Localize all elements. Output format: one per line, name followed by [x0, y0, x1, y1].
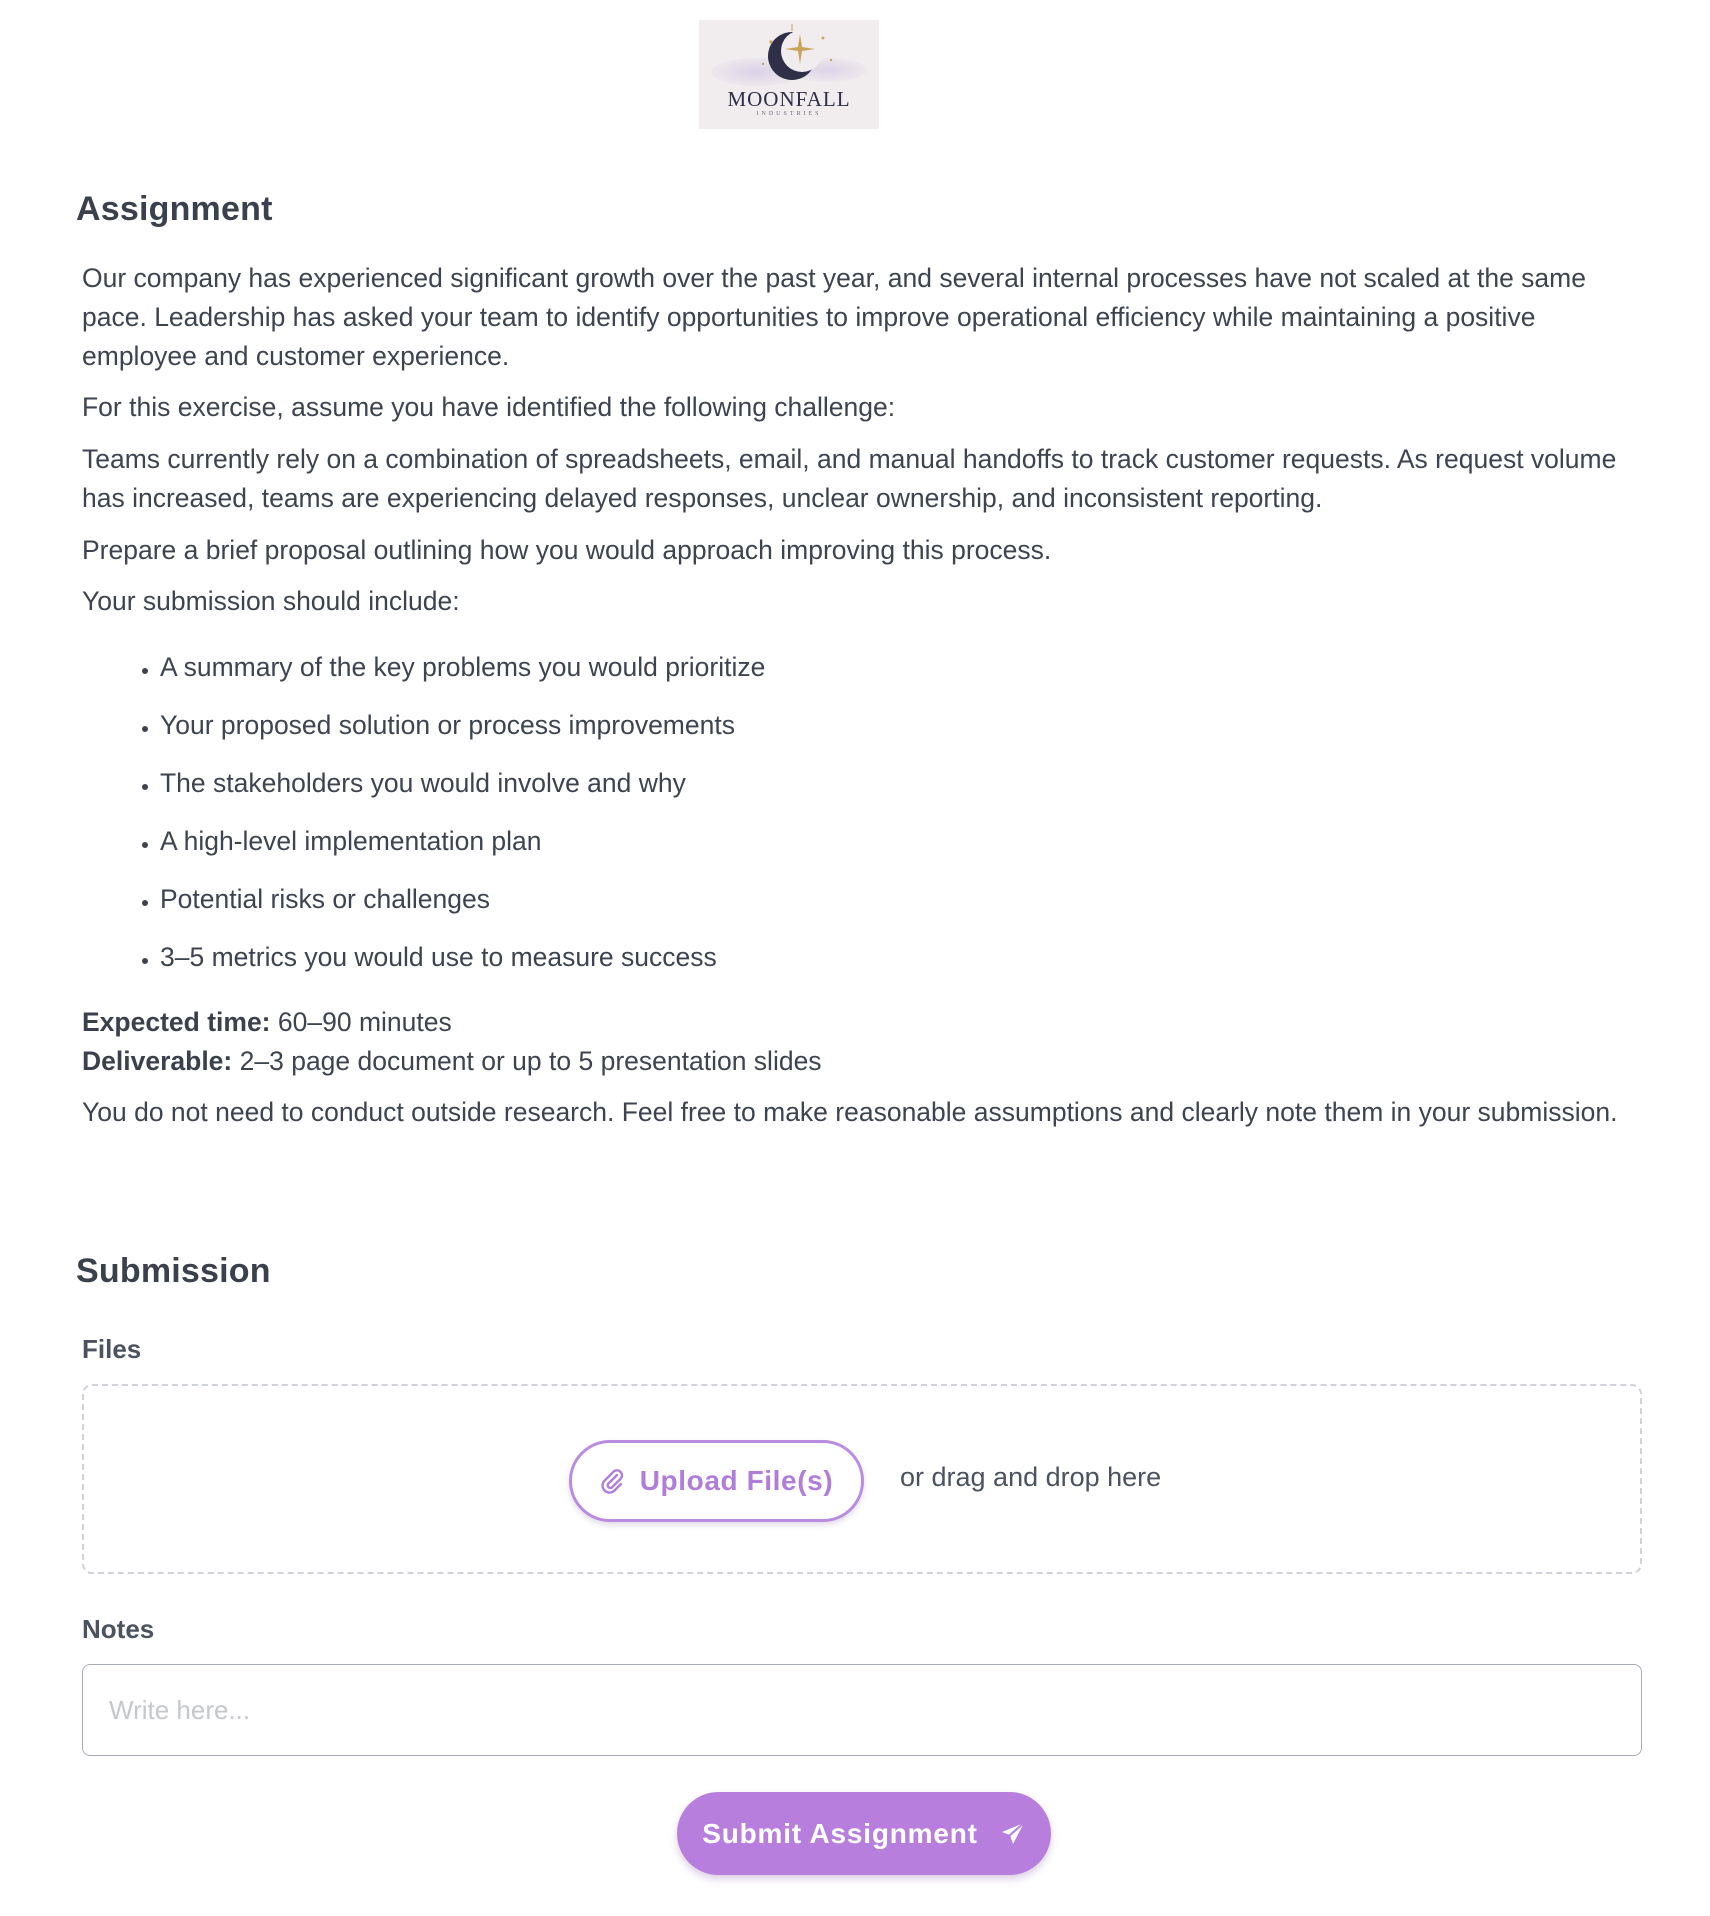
- deliverable-value: 2–3 page document or up to 5 presentation slides: [239, 1046, 822, 1076]
- deliverable-row: [82, 1042, 822, 1081]
- list-item: • A summary of the key problems you would prioritize: [160, 644, 765, 702]
- assignment-exercise: For this exercise, assume you have identified the following challenge:: [82, 392, 896, 422]
- assignment-prepare: Prepare a brief proposal outlining how you would approach improving this process.: [82, 535, 1052, 565]
- list-item: • A high-level implementation plan: [160, 818, 765, 876]
- notes-input[interactable]: [82, 1664, 1642, 1756]
- submit-assignment-label: Submit Assignment: [702, 1817, 978, 1849]
- submission-heading: Submission: [76, 1252, 271, 1290]
- list-item: • Potential risks or challenges: [160, 876, 765, 934]
- notes-label: Notes: [82, 1614, 155, 1644]
- submit-assignment-button[interactable]: [677, 1792, 1051, 1875]
- list-item: • The stakeholders you would involve and why: [160, 760, 765, 818]
- assignment-include-intro: Your submission should include:: [82, 586, 460, 616]
- assignment-note: You do not need to conduct outside research. Feel free to make reasonable assumptions and clearly note them in your submission.: [82, 1097, 1618, 1127]
- requirements-list: [82, 644, 765, 992]
- list-item: • 3–5 metrics you would use to measure success: [160, 934, 765, 992]
- assignment-challenge: Teams currently rely on a combination of spreadsheets, email, and manual handoffs to track customer requests. As request volume has increased, teams are experiencing delayed responses, unclear ownership, and inconsistent reporting.: [82, 444, 1617, 513]
- list-item: • Your proposed solution or process improvements: [160, 702, 765, 760]
- drag-drop-hint: or drag and drop here: [900, 1462, 1162, 1492]
- assignment-heading: Assignment: [76, 190, 273, 228]
- expected-time-value: 60–90 minutes: [277, 1007, 452, 1037]
- expected-time-row: [82, 1003, 822, 1042]
- assignment-meta: [82, 1003, 822, 1081]
- deliverable-label: Deliverable:: [82, 1046, 233, 1076]
- expected-time-label: Expected time:: [82, 1007, 271, 1037]
- paper-plane-icon: [1000, 1821, 1026, 1847]
- logo-wordmark: MOONFALL: [727, 87, 851, 111]
- assignment-intro: Our company has experienced significant growth over the past year, and several internal processes have not scaled at the same pace. Leadership has asked your team to identify opportunities to improve operational efficiency while maintaining a positive employee and customer experience.: [82, 263, 1586, 371]
- upload-files-label: Upload File(s): [639, 1465, 834, 1496]
- logo-tagline: INDUSTRIES: [756, 111, 822, 117]
- files-label: Files: [82, 1334, 142, 1364]
- paperclip-icon: [600, 1468, 624, 1494]
- upload-files-button[interactable]: [569, 1440, 864, 1522]
- file-dropzone[interactable]: [82, 1384, 1642, 1574]
- company-logo: [699, 20, 879, 129]
